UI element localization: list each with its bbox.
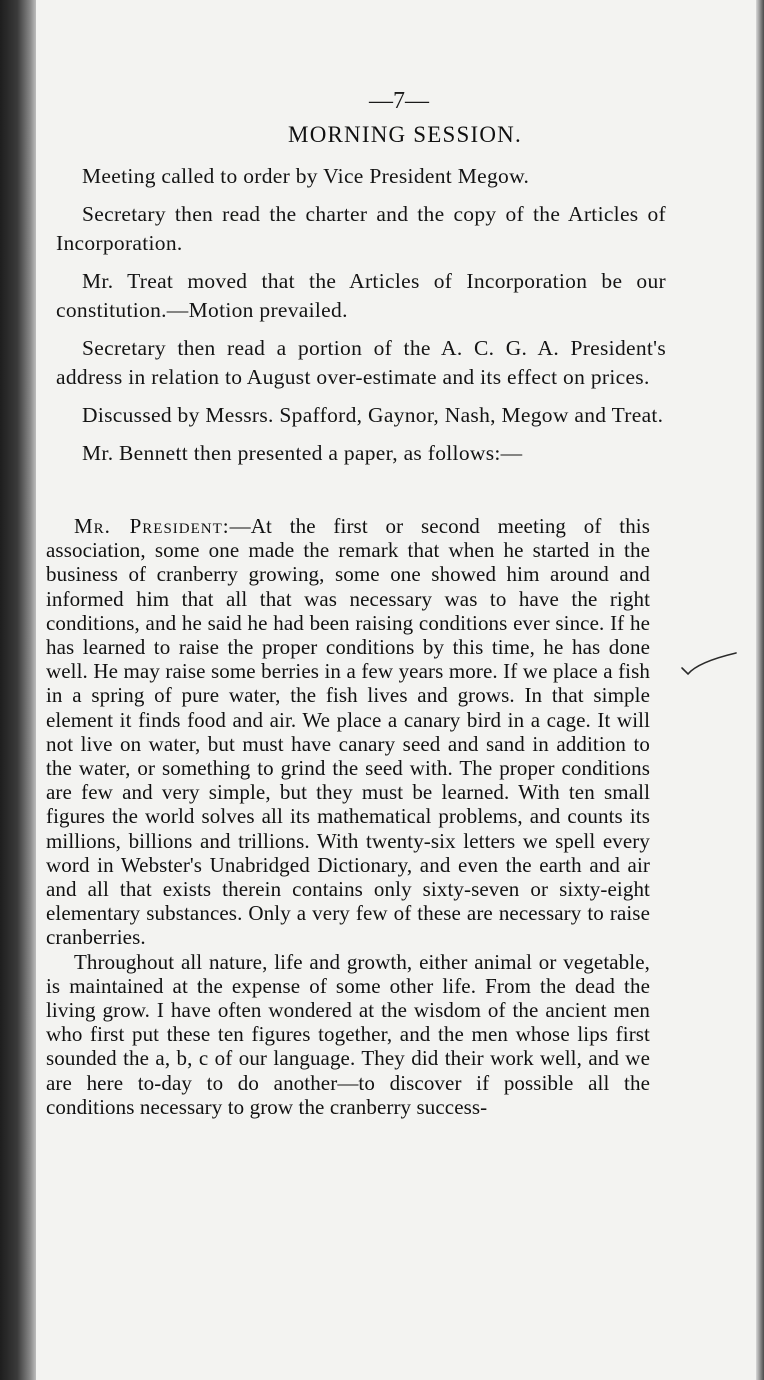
pencil-checkmark-icon [676, 650, 746, 680]
page-right-edge [756, 0, 764, 1380]
minutes-paragraph: Mr. Treat moved that the Articles of Incorporation be our constitution.—Motion prevailed. [56, 269, 666, 322]
minutes-paragraph: Secretary then read a portion of the A. C. G. A. President's address in relation to August over-estimate and its effect on prices. [56, 336, 666, 389]
paper-paragraph-text: —At the first or second meeting of this association, some one made the remark that when he started in the business of cranberry growing, some one showed him around and informed him that all that was necessary was to have the right conditions, and he said he had been raising conditions ever since. If he has learned to raise the proper conditions by this time, he has done well. He may raise some berries in a few years more. If we place a fish in a spring of pure water, the fish lives and grows. In that simple element it finds food and air. We place a canary bird in a cage. It will not live on water, but must have canary seed and sand in addition to the water, or something to grind the seed with. The proper conditions are few and very simple, but they must be learned. With ten small figures the world solves all its mathematical problems, and counts its millions, billions and trillions. With twenty-six letters we spell every word in Webster's Unabridged Dictionary, and even the earth and air and all that exists therein contains only sixty-seven or sixty-eight elementary substances. Only a very few of these are necessary to raise cranberries. [46, 514, 651, 950]
minutes-paragraph: Secretary then read the charter and the copy of the Articles of Incorporation. [56, 202, 666, 255]
page-number: —7— [369, 88, 429, 114]
minutes-paragraph: Mr. Bennett then presented a paper, as follows:— [82, 441, 523, 465]
section-heading: MORNING SESSION. [288, 122, 522, 147]
minutes-paragraph: Meeting called to order by Vice President Megow. [82, 164, 530, 188]
meeting-minutes [56, 162, 666, 477]
paper-paragraph: Throughout all nature, life and growth, either animal or vegetable, is maintained at the expense of some other life. From the dead the living grow. I have often wondered at the wisdom of the ancient men who first put these ten figures together, and the men whose lips first sounded the a, b, c of our language. They did their work well, and we are here to-day to do another—to discover if possible all the conditions necessary to grow the cranberry success- [46, 949, 650, 1119]
book-binding-edge [0, 0, 38, 1380]
presented-paper [46, 514, 650, 1119]
book-page [36, 0, 756, 1380]
salutation: Mr. President: [74, 514, 230, 538]
paper-paragraph [46, 514, 650, 950]
minutes-paragraph: Discussed by Messrs. Spafford, Gaynor, Nash, Megow and Treat. [82, 403, 664, 427]
